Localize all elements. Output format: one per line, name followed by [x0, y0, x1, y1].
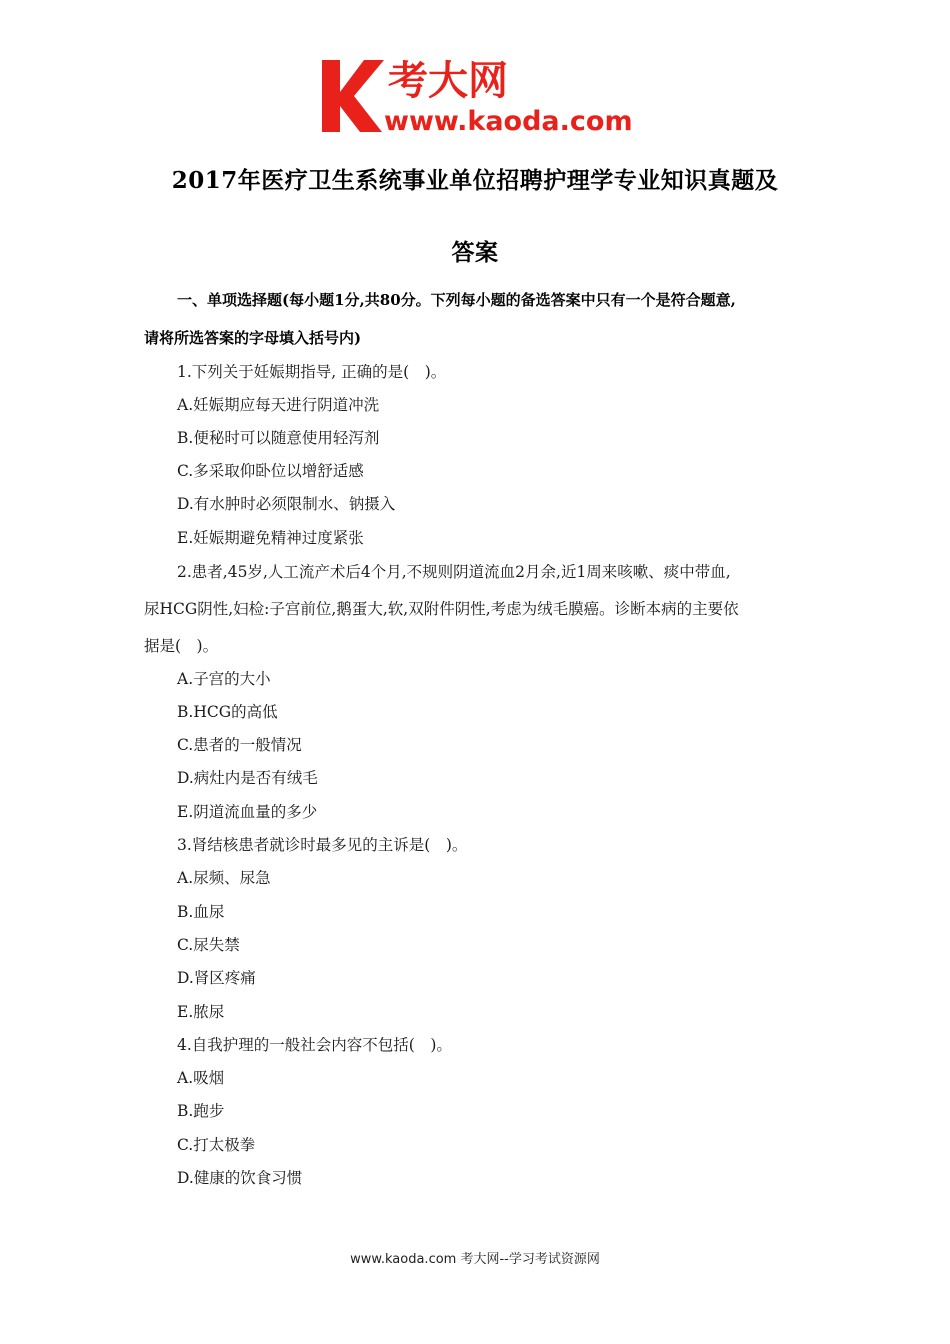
question-2-option-d: D.病灶内是否有绒毛: [177, 769, 318, 787]
document-title-line2: 答案: [451, 239, 499, 266]
question-4-stem: 4.自我护理的一般社会内容不包括( )。: [177, 1036, 452, 1054]
question-3-stem: 3.肾结核患者就诊时最多见的主诉是( )。: [177, 836, 468, 854]
section-heading-line2: 请将所选答案的字母填入括号内): [144, 329, 362, 347]
question-2-option-e: E.阴道流血量的多少: [177, 803, 318, 821]
question-3-option-b: B.血尿: [177, 903, 225, 921]
question-1-option-c: C.多采取仰卧位以增舒适感: [177, 462, 364, 480]
question-2-option-b: B.HCG的高低: [177, 703, 278, 721]
question-3-option-e: E.脓尿: [177, 1003, 225, 1021]
question-4-option-b: B.跑步: [177, 1102, 225, 1120]
logo-brand-cn: 考大网: [388, 58, 508, 104]
question-2-stem-line1: 2.患者,45岁,人工流产术后4个月,不规则阴道流血2月余,近1周来咳嗽、痰中带血,: [177, 563, 731, 581]
question-4-option-a: A.吸烟: [177, 1069, 225, 1087]
question-1-option-e: E.妊娠期避免精神过度紧张: [177, 529, 364, 547]
question-2-stem-line3: 据是( )。: [144, 637, 219, 655]
kaoda-logo: [318, 52, 638, 136]
page-footer: www.kaoda.com 考大网--学习考试资源网: [350, 1252, 600, 1267]
question-2-stem-line2: 尿HCG阴性,妇检:子宫前位,鹅蛋大,软,双附件阴性,考虑为绒毛膜癌。诊断本病的主要依: [144, 600, 739, 618]
question-3-option-d: D.肾区疼痛: [177, 969, 256, 987]
question-4-option-c: C.打太极拳: [177, 1136, 256, 1154]
question-1-option-b: B.便秘时可以随意使用轻泻剂: [177, 429, 380, 447]
question-1-stem: 1.下列关于妊娠期指导, 正确的是( )。: [177, 363, 447, 381]
logo-url: www.kaoda.com: [384, 106, 633, 136]
document-title-line1: 2017年医疗卫生系统事业单位招聘护理学专业知识真题及: [171, 167, 779, 194]
question-4-option-d: D.健康的饮食习惯: [177, 1169, 303, 1187]
question-3-option-a: A.尿频、尿急: [177, 869, 271, 887]
question-1-option-a: A.妊娠期应每天进行阴道冲洗: [177, 396, 380, 414]
question-2-option-a: A.子宫的大小: [177, 670, 271, 688]
section-heading-line1: 一、单项选择题(每小题1分,共80分。下列每小题的备选答案中只有一个是符合题意,: [177, 291, 736, 309]
question-3-option-c: C.尿失禁: [177, 936, 240, 954]
question-1-option-d: D.有水肿时必须限制水、钠摄入: [177, 495, 396, 513]
question-2-option-c: C.患者的一般情况: [177, 736, 302, 754]
